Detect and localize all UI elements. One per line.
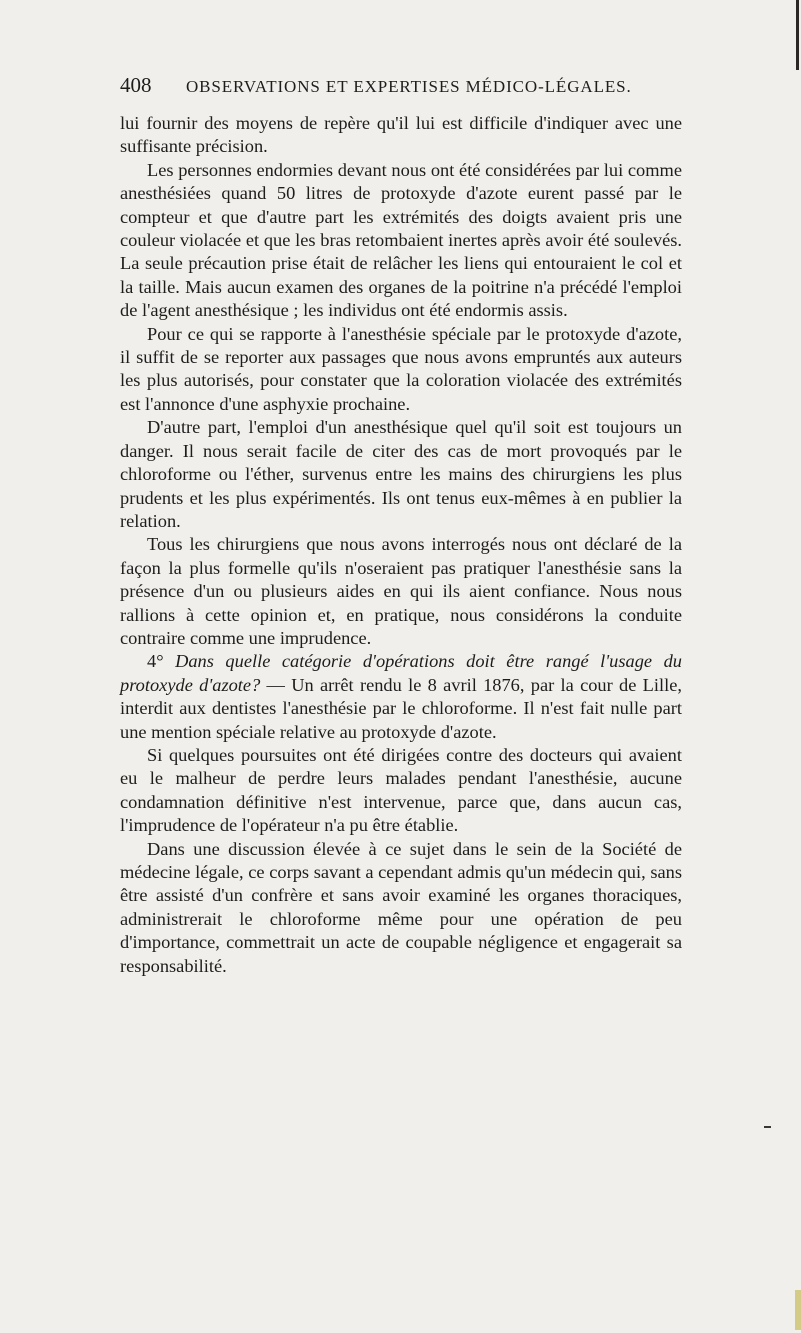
running-title: OBSERVATIONS ET EXPERTISES MÉDICO-LÉGALES.: [186, 77, 632, 96]
paragraph-2: Les personnes endormies devant nous ont été considérées par lui comme anesthésiées quand 50 litres de protoxyde d'azote eurent passé par le compteur et que d'autre part les extrémités des doigts avaient pris une couleur violacée et que les bras retombaient inertes après avoir été soulevés. La seule précaution prise était de relâcher les liens qui entouraient le col et la taille. Mais aucun examen des organes de la poitrine n'a précédé l'emploi de l'agent anesthésique ; les individus ont été endormis assis.: [120, 159, 682, 321]
section-text: — Un arrêt rendu le 8 avril 1876, par la cour de Lille, interdit aux dentistes l'anesthésie par le chloroforme. Il n'est fait nulle part une mention spéciale relative au protoxyde d'azote.: [120, 674, 682, 742]
section-number: 4°: [147, 651, 176, 672]
section-heading: Dans quelle catégorie d'opérations doit être rangé l'usage du protoxyde d'azote?: [120, 651, 682, 695]
paragraph-1: lui fournir des moyens de repère qu'il lui est difficile d'indiquer avec une suffisante précision.: [120, 113, 682, 157]
page-number: 408: [120, 73, 152, 97]
page-edge-shadow: [796, 0, 799, 70]
paragraph-5: Tous les chirurgiens que nous avons interrogés nous ont déclaré de la façon la plus formelle qu'ils n'oseraient pas pratiquer l'anesthésie sans la présence d'un ou plusieurs aides en qui ils aient confiance. Nous nous rallions à cette opinion et, en pratique, nous considérons la conduite contraire comme une imprudence.: [120, 534, 682, 648]
paragraph-8: Dans une discussion élevée à ce sujet dans le sein de la Société de médecine légale, ce corps savant a cependant admis qu'un médecin qui, sans être assisté d'un confrère et sans avoir examiné les organes thoraciques, administrerait le chloroforme même pour une opération de peu d'importance, commettrait un acte de coupable négligence et engagerait sa responsabilité.: [120, 838, 682, 976]
margin-dash: [764, 1126, 771, 1128]
paragraph-3: Pour ce qui se rapporte à l'anesthésie spéciale par le protoxyde d'azote, il suffit de se reporter aux passages que nous avons empruntés aux auteurs les plus autorisés, pour constater que la coloration violacée des extrémités est l'annonce d'une asphyxie prochaine.: [120, 323, 682, 414]
page-header: [118, 73, 678, 103]
page-edge-stain: [795, 1290, 801, 1330]
paragraph-7: Si quelques poursuites ont été dirigées contre des docteurs qui avaient eu le malheur de perdre leurs malades pendant l'anesthésie, aucune condamnation définitive n'est intervenue, parce que, dans aucun cas, l'imprudence de l'opérateur n'a pu être établie.: [120, 744, 682, 836]
paragraph-6: [120, 650, 682, 744]
body-text: [120, 112, 682, 978]
paragraph-4: D'autre part, l'emploi d'un anesthésique quel qu'il soit est toujours un danger. Il nous serait facile de citer des cas de mort provoqués par le chloroforme ou l'éther, survenus entre les mains des chirurgiens les plus prudents et les plus expérimentés. Ils ont tenus eux-mêmes à en publier la relation.: [120, 417, 682, 531]
